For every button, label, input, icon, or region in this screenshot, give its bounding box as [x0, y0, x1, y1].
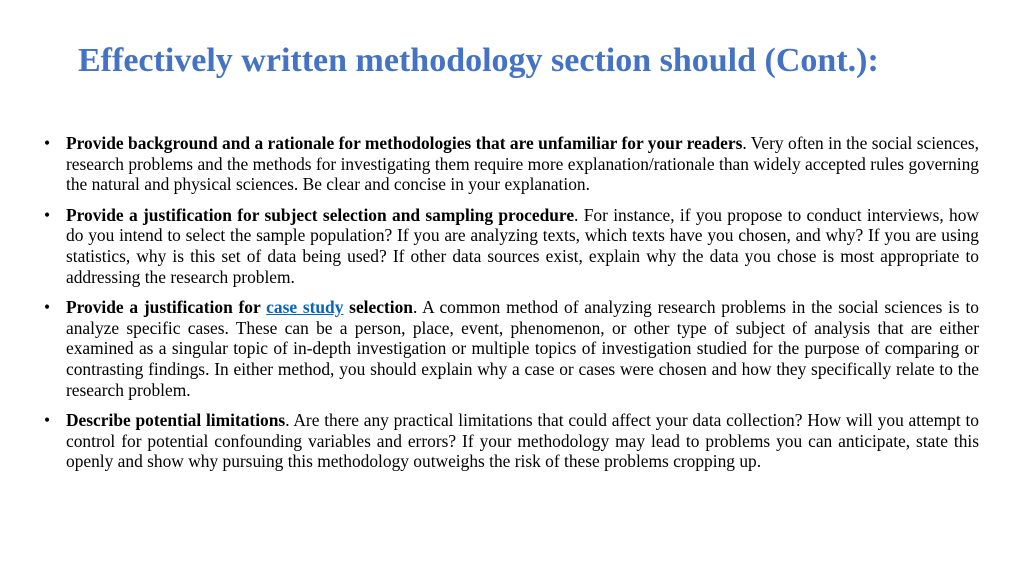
bullet-lead: Provide background and a rationale for methodologies that are unfamiliar for your readers	[66, 133, 743, 153]
bullet-dot-icon: •	[44, 133, 51, 153]
bullet-lead: Describe potential limitations	[66, 410, 286, 431]
bullet-dot-icon: •	[44, 297, 51, 318]
bullet-text: . A common method of analyzing research problems in the social sciences is to analyze specific cases. These can be a person, place, event, phenomenon, or other type of subject of analysis that are either examined as a singular topic of in-depth investigation or multiple topics of investigation studied for the purpose of comparing or contrasting findings. In either method, you should explain why a case or cases were chosen and how they specifically relate to the research problem.	[66, 297, 979, 400]
bullet-text: . Very often in the social sciences, research problems and the methods for investigating them require more explanation/rationale than widely accepted rules governing the natural and physical sciences. Be clear and concise in your explanation.	[66, 133, 979, 195]
bullet-lead: Provide a justification for subject selection and sampling procedure	[66, 204, 575, 225]
bullet-lead-end: selection	[343, 297, 413, 318]
bullet-item-limitations	[44, 410, 979, 472]
slide-title: Effectively written methodology section should (Cont.):	[78, 42, 879, 79]
bullet-item-background-rationale	[44, 133, 979, 195]
bullet-lead-start: Provide a justification for	[66, 297, 267, 318]
bullet-dot-icon: •	[44, 204, 51, 225]
bullet-text: . For instance, if you propose to conduct interviews, how do you intend to select the sample population? If you are analyzing texts, which texts have you chosen, and why? If you are using statistics, why is this set of data being used? If other data sources exist, explain why the data you chose is most appropriate to addressing the research problem.	[66, 204, 979, 287]
bullet-list	[44, 133, 979, 482]
case-study-link[interactable]: case study	[266, 297, 344, 318]
bullet-item-subject-selection	[44, 205, 979, 287]
bullet-dot-icon: •	[44, 410, 51, 431]
bullet-item-case-study	[44, 297, 979, 400]
bullet-text: . Are there any practical limitations that could affect your data collection? How will you attempt to control for potential confounding variables and errors? If your methodology may lead to problems you can anticipate, state this openly and show why pursuing this methodology outweighs the risk of these problems cropping up.	[66, 410, 980, 472]
